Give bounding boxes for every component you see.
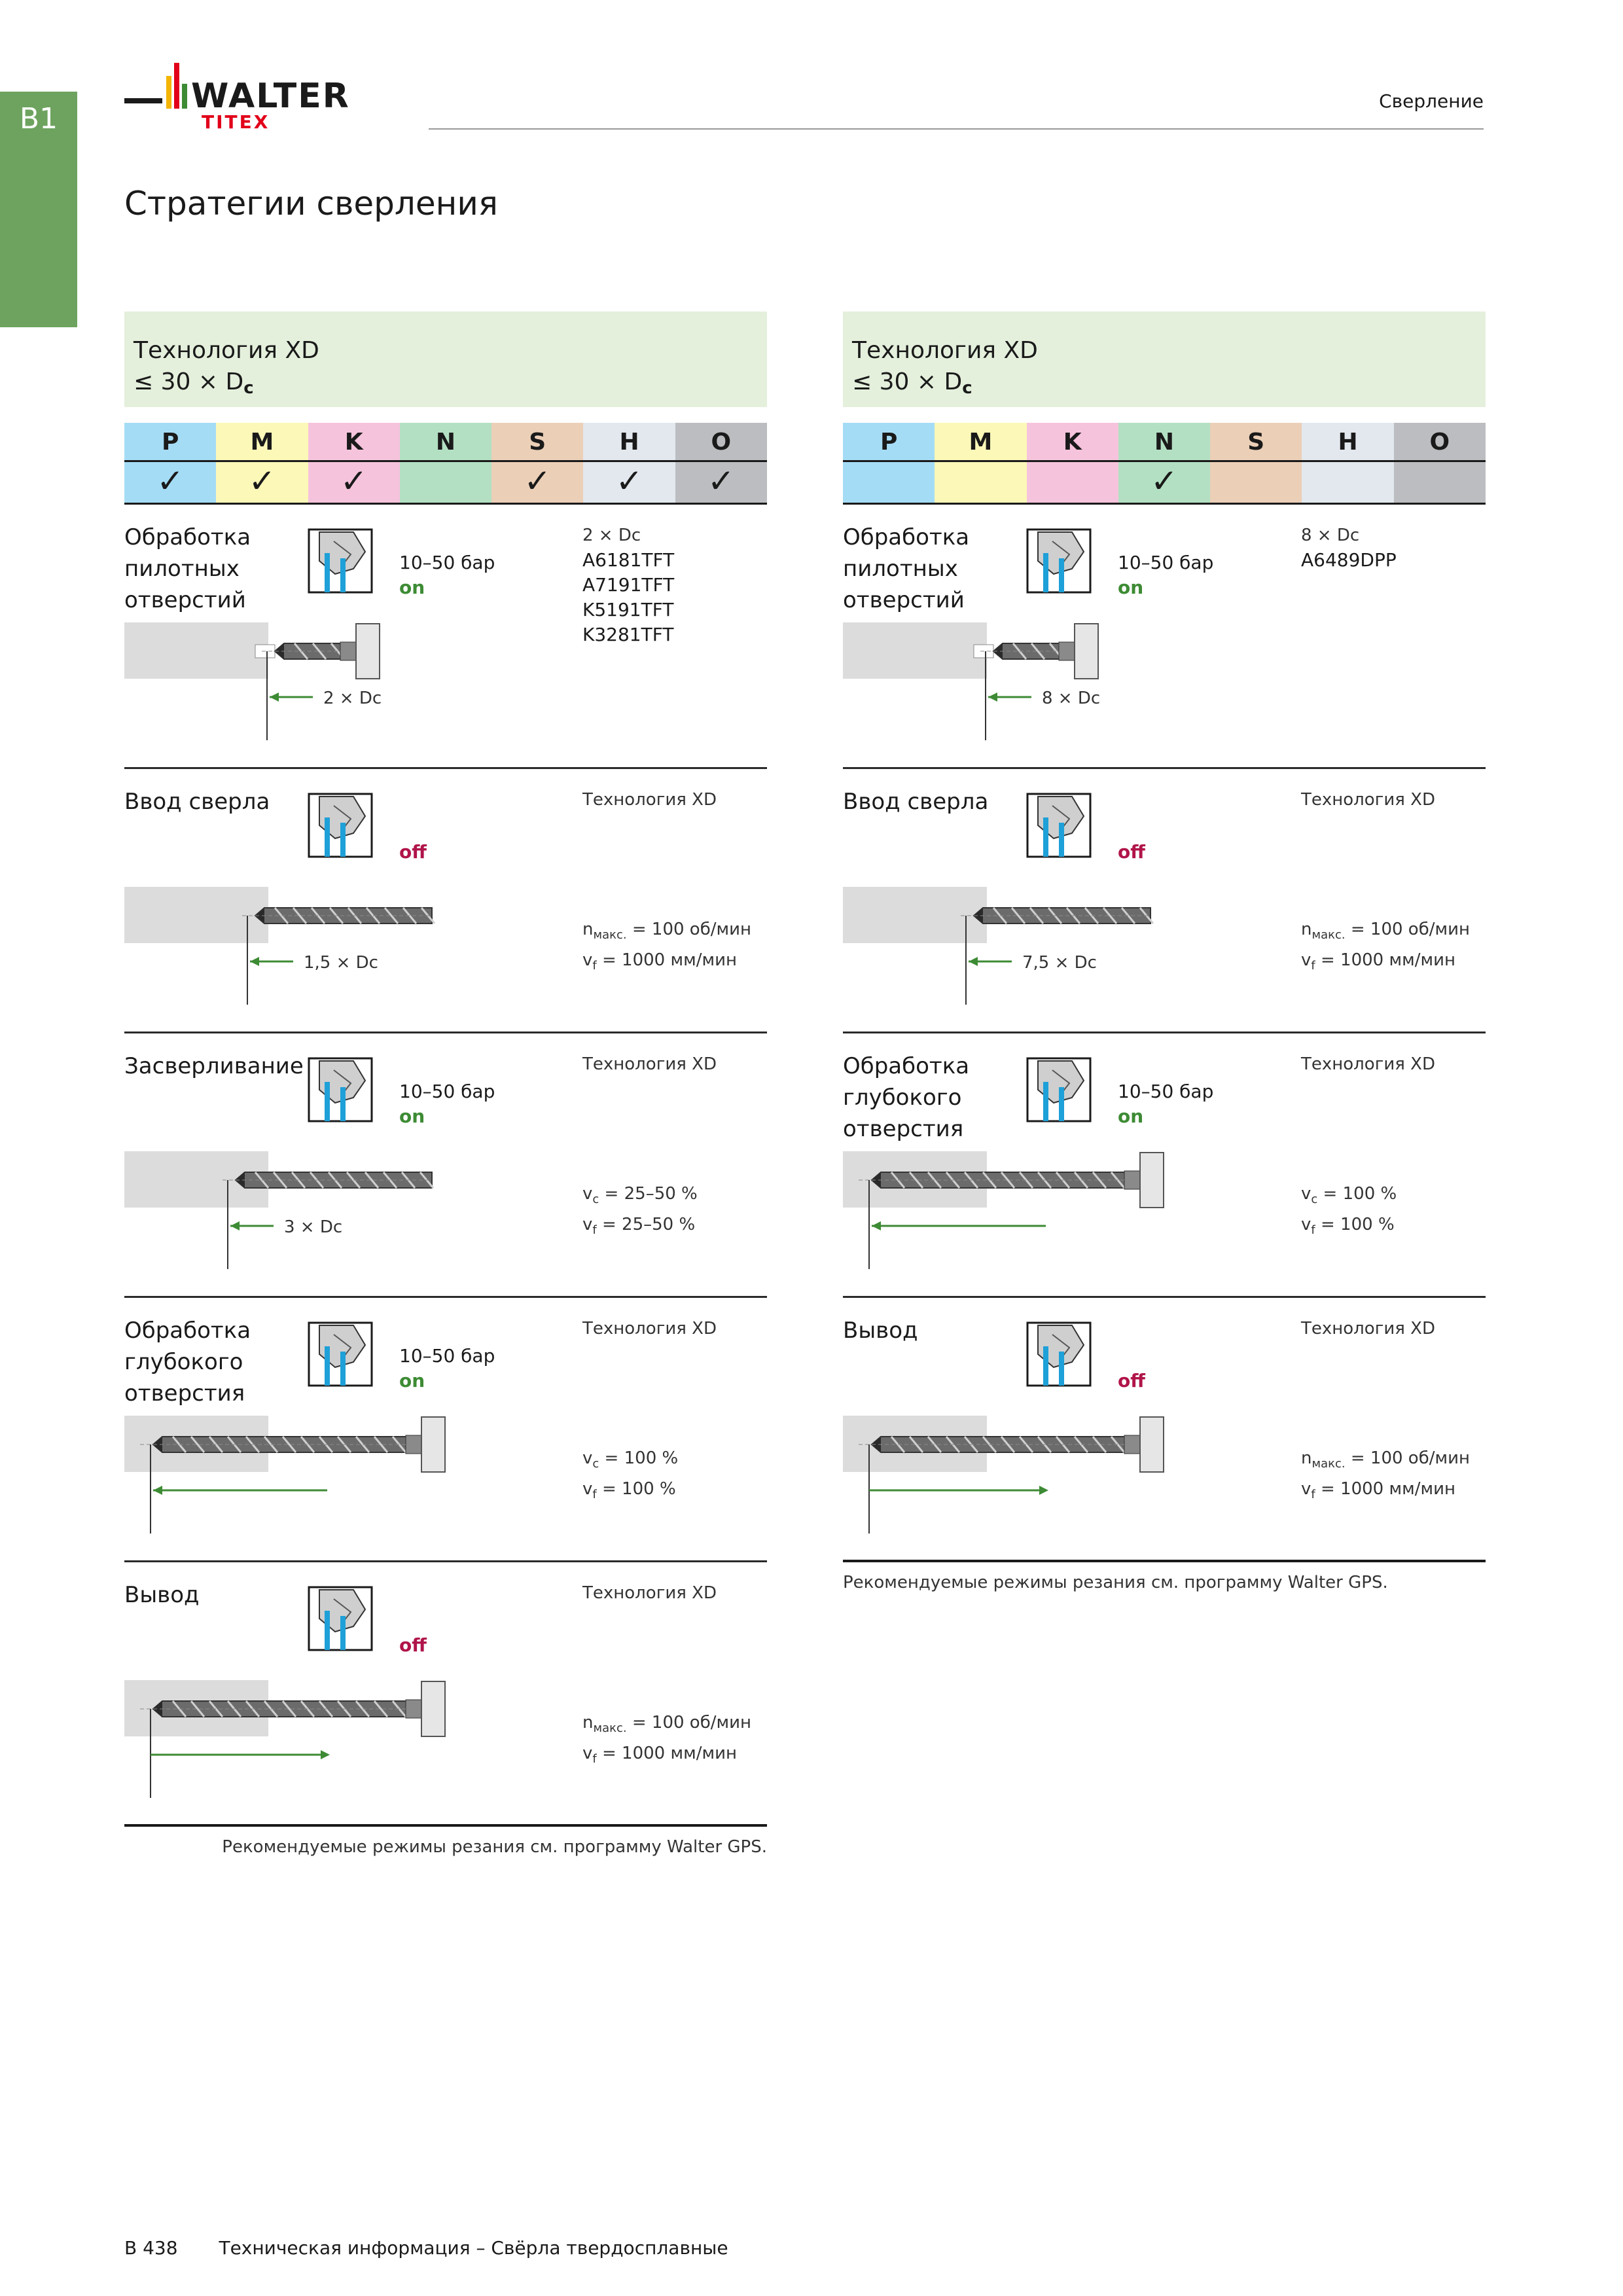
page-footer — [124, 2237, 728, 2259]
step-reference — [1301, 1052, 1435, 1077]
material-group-s — [491, 423, 583, 503]
material-group-m — [216, 423, 308, 503]
section-title: Сверление — [1379, 90, 1484, 112]
coolant-status: on — [1118, 1105, 1144, 1127]
step-title: Вывод — [843, 1318, 918, 1344]
drill-coolant-icon — [1026, 1057, 1092, 1122]
parameter-line: $n_{макс.} = 100$ об/мин — [582, 1713, 752, 1736]
drilling-diagram — [124, 1403, 517, 1547]
material-letter: O — [675, 423, 767, 462]
footer-text: Техническая информация – Свёрла твердосплавные — [219, 2237, 728, 2259]
step-reference — [582, 787, 717, 812]
checkmark-icon: ✓ — [340, 462, 368, 500]
material-group-k — [308, 423, 400, 503]
step-title: Ввод сверла — [124, 789, 270, 815]
step-title: Обработка пилотных отверстий — [124, 524, 251, 613]
coolant-status: off — [1118, 1370, 1145, 1391]
parameter-line: $v_f = 1000$ мм/мин — [1301, 1479, 1455, 1502]
cutting-parameters — [1301, 917, 1470, 978]
coolant-status: off — [399, 841, 427, 863]
drill-coolant-icon — [1026, 528, 1092, 594]
reference-label: 8 × Dc — [1301, 526, 1360, 545]
dimension-label: 7,5 × Dc — [1022, 953, 1097, 973]
material-group-h — [583, 423, 675, 503]
step-title: Обработка глубокого отверстия — [124, 1318, 251, 1407]
strategy-step — [843, 1033, 1486, 1298]
chapter-tab-label: B1 — [19, 102, 58, 135]
drilling-diagram — [843, 1138, 1236, 1282]
material-letter: N — [1118, 423, 1210, 462]
pressure-value: 10–50 бар — [1118, 552, 1214, 573]
step-reference — [582, 1052, 717, 1077]
material-letter: S — [1210, 423, 1302, 462]
step-reference — [582, 523, 674, 647]
pressure-value: 10–50 бар — [1118, 1081, 1214, 1102]
material-letter: K — [308, 423, 400, 462]
reference-label: Технология XD — [1301, 790, 1435, 810]
cutting-parameters — [582, 1446, 678, 1507]
strategy-step — [843, 1298, 1486, 1562]
reference-label: Технология XD — [582, 1319, 717, 1338]
coolant-pressure — [399, 1079, 495, 1129]
chapter-tab — [0, 92, 77, 327]
coolant-status: off — [1118, 841, 1145, 863]
checkmark-icon: ✓ — [248, 462, 276, 500]
step-reference — [1301, 523, 1397, 573]
drilling-diagram — [124, 609, 517, 753]
svg-text:TITEX: TITEX — [202, 111, 270, 133]
reference-label: Технология XD — [582, 790, 717, 810]
material-group-o — [1394, 423, 1486, 503]
technology-title: Технология XD — [852, 337, 1038, 364]
pressure-value: 10–50 бар — [399, 552, 495, 573]
material-letter: P — [124, 423, 216, 462]
coolant-pressure — [399, 1344, 495, 1393]
parameter-line: $v_f = 1000$ мм/мин — [582, 1744, 737, 1767]
checkmark-icon: ✓ — [1150, 462, 1178, 500]
material-letter: O — [1394, 423, 1486, 462]
checkmark-icon: ✓ — [615, 462, 643, 500]
tool-code: A6489DPP — [1301, 549, 1397, 571]
coolant-status: on — [399, 1370, 425, 1391]
reference-label: Технология XD — [582, 1054, 717, 1074]
material-group-k — [1027, 423, 1118, 503]
step-title: Ввод сверла — [843, 789, 989, 815]
technology-header — [124, 312, 767, 407]
drill-coolant-icon — [1026, 793, 1092, 858]
material-groups-table — [124, 423, 767, 505]
material-letter: H — [583, 423, 675, 462]
column-left — [124, 312, 767, 1857]
coolant-pressure — [1118, 550, 1213, 600]
strategy-step — [843, 505, 1486, 769]
parameter-line: $n_{макс.} = 100$ об/мин — [1301, 1448, 1471, 1471]
cutting-parameters — [1301, 1446, 1470, 1507]
drilling-diagram — [843, 874, 1236, 1018]
dimension-label: 1,5 × Dc — [304, 953, 378, 973]
cutting-parameters — [582, 1181, 698, 1243]
step-reference — [1301, 1316, 1435, 1341]
drill-coolant-icon — [1026, 1321, 1092, 1387]
tool-code: A7191TFT — [582, 574, 675, 596]
dimension-label: 3 × Dc — [284, 1217, 343, 1237]
checkmark-icon: ✓ — [707, 462, 735, 500]
step-title: Обработка глубокого отверстия — [843, 1053, 970, 1142]
technology-header — [843, 312, 1486, 407]
material-letter: K — [1027, 423, 1118, 462]
walter-titex-logo — [124, 58, 412, 136]
pressure-value: 10–50 бар — [399, 1081, 495, 1102]
parameter-line: $v_f = 25-50$ % — [582, 1215, 696, 1238]
coolant-pressure — [399, 550, 495, 600]
parameter-line: $v_c = 25-50$ % — [582, 1184, 698, 1207]
strategy-step — [124, 769, 767, 1033]
cutting-parameters — [1301, 1181, 1397, 1243]
dimension-label: 8 × Dc — [1042, 689, 1101, 708]
step-title: Вывод — [124, 1582, 200, 1608]
material-group-n — [400, 423, 491, 503]
strategy-step — [124, 1562, 767, 1827]
walter-gps-note: Рекомендуемые режимы резания см. программу Walter GPS. — [222, 1837, 767, 1857]
drill-coolant-icon — [308, 793, 373, 858]
drilling-diagram — [124, 1667, 517, 1811]
material-letter: N — [400, 423, 491, 462]
parameter-line: $v_f = 100$ % — [582, 1479, 676, 1502]
drilling-diagram — [124, 1138, 517, 1282]
header-divider — [429, 128, 1484, 130]
drill-coolant-icon — [308, 528, 373, 594]
coolant-pressure — [1118, 1079, 1213, 1129]
tool-code: K5191TFT — [582, 599, 674, 620]
tool-code: A6181TFT — [582, 549, 675, 571]
page-number: B 438 — [124, 2237, 178, 2259]
strategy-step — [124, 1033, 767, 1298]
material-group-p — [843, 423, 935, 503]
step-reference — [1301, 787, 1435, 812]
material-group-s — [1210, 423, 1302, 503]
drilling-diagram — [843, 609, 1236, 753]
pressure-value: 10–50 бар — [399, 1345, 495, 1367]
parameter-line: $v_f = 100$ % — [1301, 1215, 1395, 1238]
strategy-step — [843, 769, 1486, 1033]
drill-coolant-icon — [308, 1057, 373, 1122]
step-title: Засверливание — [124, 1053, 304, 1079]
dimension-label: 2 × Dc — [323, 689, 382, 708]
step-reference — [582, 1581, 717, 1605]
drilling-diagram — [124, 874, 517, 1018]
parameter-line: $v_c = 100$ % — [1301, 1184, 1397, 1207]
parameter-line: $v_f = 1000$ мм/мин — [1301, 950, 1455, 973]
cutting-parameters — [582, 917, 751, 978]
strategy-step — [124, 1298, 767, 1562]
reference-label: Технология XD — [1301, 1054, 1435, 1074]
walter-gps-note: Рекомендуемые режимы резания см. программу Walter GPS. — [843, 1573, 1388, 1592]
material-letter: P — [843, 423, 935, 462]
drill-coolant-icon — [308, 1586, 373, 1651]
material-letter: M — [935, 423, 1026, 462]
page-title: Стратегии сверления — [124, 185, 498, 223]
material-groups-table — [843, 423, 1486, 505]
technology-depth: ≤ 30 × Dc — [852, 368, 972, 398]
checkmark-icon: ✓ — [524, 462, 552, 500]
cutting-parameters — [582, 1710, 751, 1772]
material-letter: H — [1302, 423, 1393, 462]
strategy-step — [124, 505, 767, 769]
coolant-status: off — [399, 1634, 427, 1656]
coolant-status: on — [399, 1105, 425, 1127]
material-letter: M — [216, 423, 308, 462]
reference-label: Технология XD — [582, 1583, 717, 1603]
material-letter: S — [491, 423, 583, 462]
technology-depth: ≤ 30 × Dc — [134, 368, 254, 398]
checkmark-icon: ✓ — [156, 462, 185, 500]
coolant-status: on — [1118, 577, 1144, 598]
svg-text:WALTER: WALTER — [191, 77, 350, 116]
material-group-m — [935, 423, 1026, 503]
material-group-o — [675, 423, 767, 503]
parameter-line: $n_{макс.} = 100$ об/мин — [1301, 920, 1471, 942]
parameter-line: $v_c = 100$ % — [582, 1448, 679, 1471]
coolant-status: on — [399, 577, 425, 598]
parameter-line: $n_{макс.} = 100$ об/мин — [582, 920, 752, 942]
material-group-h — [1302, 423, 1393, 503]
column-right — [843, 312, 1486, 1592]
parameter-line: $v_f = 1000$ мм/мин — [582, 950, 737, 973]
step-reference — [582, 1316, 717, 1341]
technology-title: Технология XD — [134, 337, 319, 364]
drilling-diagram — [843, 1403, 1236, 1547]
step-title: Обработка пилотных отверстий — [843, 524, 970, 613]
reference-label: Технология XD — [1301, 1319, 1435, 1338]
material-group-n — [1118, 423, 1210, 503]
tool-code: K3281TFT — [582, 624, 674, 645]
drill-coolant-icon — [308, 1321, 373, 1387]
material-group-p — [124, 423, 216, 503]
reference-label: 2 × Dc — [582, 526, 641, 545]
